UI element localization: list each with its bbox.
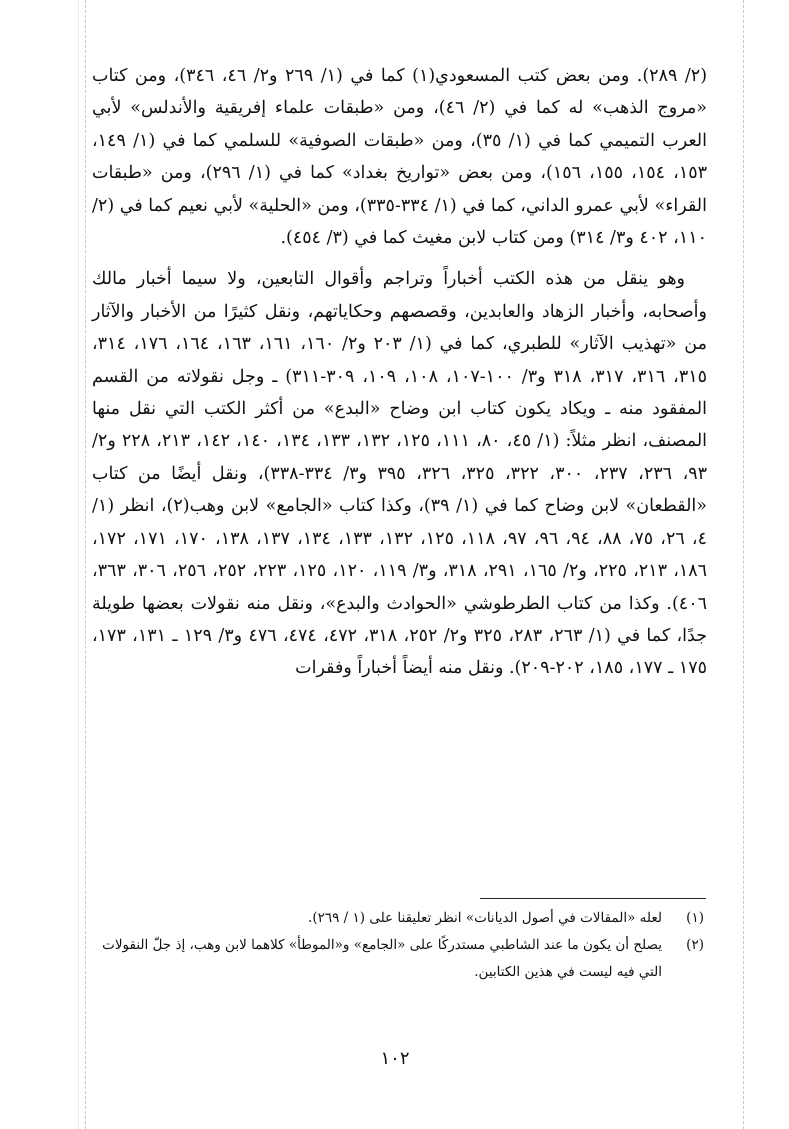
scan-guide-line-outer [78,0,79,1129]
footnote-2-text: يصلح أن يكون ما عند الشاطبي مستدركًا على «الجامع» و«الموطأ» كلاهما لابن وهب، إذ جلّ النقولات التي فيه ليست في هذين الكتابين. [102,937,662,980]
footnote-1 [92,905,704,932]
footnote-separator [480,898,706,899]
footnote-2-number: (٢) [686,937,704,953]
scan-guide-line-left [85,0,86,1129]
page-number: ١٠٢ [380,1048,410,1069]
footnote-1-text: لعله «المقالات في أصول الديانات» انظر تعليقنا على (١ / ٢٦٩). [308,910,662,926]
scan-guide-line-right [743,0,744,1129]
paragraph-1: (٢/ ٢٨٩). ومن بعض كتب المسعودي(١) كما في (١/ ٢٦٩ و٢/ ٤٦، ٣٤٦)، ومن كتاب «مروج الذهب» له كما في (٢/ ٤٦)، ومن «طبقات علماء إفريقية والأندلس» لأبي العرب التميمي كما في (١/ ٣٥)، ومن «طبقات الصوفية» للسلمي كما في (١/ ١٤٩، ١٥٣، ١٥٤، ١٥٥، ١٥٦)، ومن بعض «تواريخ بغداد» كما في (١/ ٢٩٦)، ومن «طبقات القراء» لأبي عمرو الداني، كما في (١/ ٣٣٤-٣٣٥)، ومن «الحلية» لأبي نعيم كما في (٢/ ١١٠، ٤٠٢ و٣/ ٣١٤) ومن كتاب لابن مغيث كما في (٣/ ٤٥٤). [92,66,708,249]
footnotes [92,905,704,986]
footnote-1-number: (١) [686,910,704,926]
paragraph-2: وهو ينقل من هذه الكتب أخباراً وتراجم وأقوال التابعين، ولا سيما أخبار مالك وأصحابه، وأخبار الزهاد والعابدين، وقصصهم وحكاياتهم، ونقل كثيرًا من الأخبار والآثار من «تهذيب الآثار» للطبري، كما في (١/ ٢٠٣ و٢/ ١٦٠، ١٦١، ١٦٣، ١٦٤، ١٧٦، ٣١٤، ٣١٥، ٣١٦، ٣١٧، ٣١٨ و٣/ ١٠٠-١٠٧، ١٠٨، ١٠٩، ٣٠٩-٣١١) ـ وجل نقولاته من القسم المفقود منه ـ ويكاد يكون كتاب ابن وضاح «البدع» من أكثر الكتب التي نقل منها المصنف، انظر مثلاً: (١/ ٤٥، ٨٠، ١١١، ١٢٥، ١٣٢، ١٣٣، ١٣٤، ١٤٠، ١٤٢، ٢١٣، ٢٢٨ و٢/ ٩٣، ٢٣٦، ٢٣٧، ٣٠٠، ٣٢٢، ٣٢٥، ٣٢٦، ٣٩٥ و٣/ ٣٣٤-٣٣٨)، ونقل أيضًا من كتاب «القطعان» لابن وضاح كما في (١/ ٣٩)، وكذا كتاب «الجامع» لابن وهب(٢)، انظر (١/ ٤، ٢٦، ٧٥، ٨٨، ٩٤، ٩٦، ٩٧، ١١٨، ١٢٥، ١٣٢، ١٣٣، ١٣٤، ١٣٧، ١٣٨، ١٧٠، ١٧١، ١٧٢، ١٨٦، ٢١٣، ٢٢٥، و٢/ ١٦٥، ٢٩١، ٣١٨، و٣/ ١١٩، ١٢٠، ١٢٥، ٢٢٣، ٢٥٢، ٢٥٦، ٣٠٦، ٣٦٣، ٤٠٦). وكذا من كتاب الطرطوشي «الحوادث والبدع»، ونقل منه نقولات بعضها طويلة جدًا، كما في (١/ ٢٦٣، ٢٨٣، ٣٢٥ و٢/ ٢٥٢، ٣١٨، ٤٧٢، ٤٧٤، ٤٧٦ و٣/ ١٢٩ ـ ١٣١، ١٧٣، ١٧٥ ـ ١٧٧، ١٨٥، ٢٠٢-٢٠٩). ونقل منه أيضاً أخباراً وفقرات [92,269,708,679]
footnote-2 [92,932,704,986]
main-text [92,60,707,685]
